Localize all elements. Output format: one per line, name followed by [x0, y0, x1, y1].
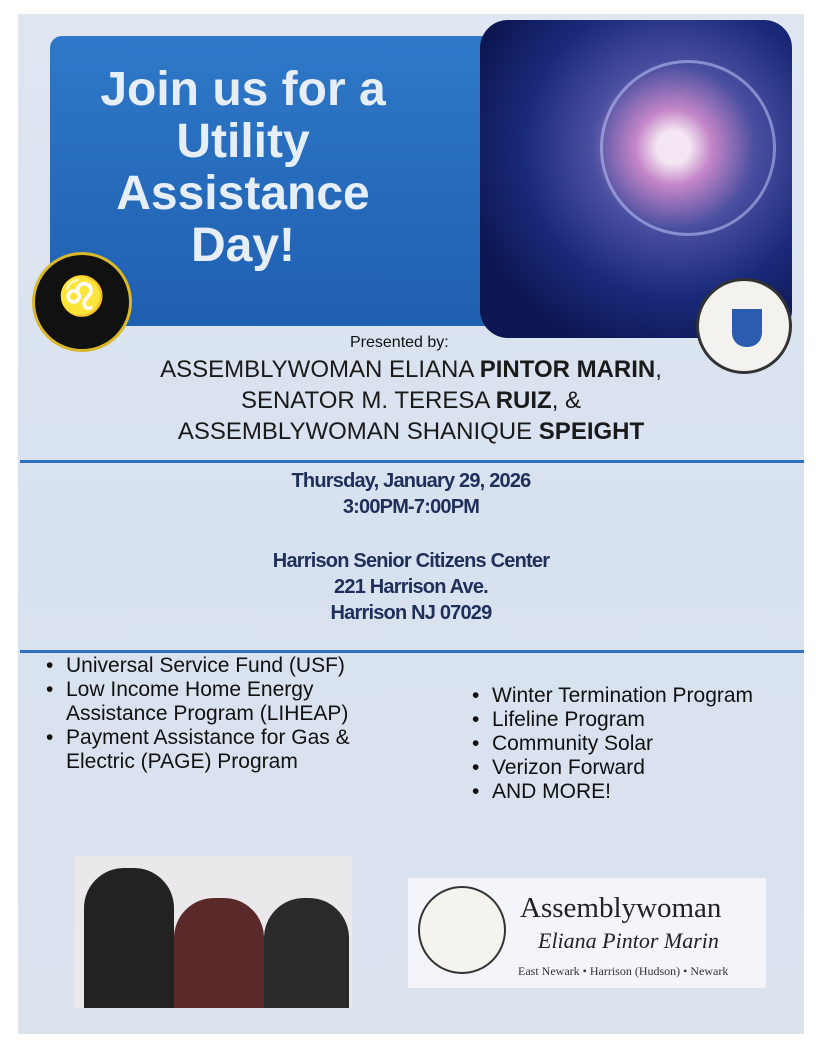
sponsor-line — [18, 385, 804, 416]
sponsor-suffix: , — [655, 356, 662, 383]
badge-name: Eliana Pintor Marin — [538, 928, 719, 953]
sponsor-line — [18, 354, 804, 385]
divider — [20, 460, 804, 463]
program-item: • Community Solar — [468, 732, 768, 756]
sponsor-surname: SPEIGHT — [538, 418, 645, 445]
programs-list-right — [468, 684, 768, 804]
hero-title: Join us for a Utility Assistance Day! — [100, 63, 386, 272]
event-time: 3:00PM-7:00PM — [342, 496, 480, 518]
assemblywoman-badge — [408, 878, 766, 988]
divider — [20, 650, 804, 653]
event-location — [18, 548, 804, 626]
programs-list-left — [42, 654, 372, 774]
essex-county-seal: ♌ — [32, 252, 132, 352]
program-item: • Universal Service Fund (USF) — [42, 654, 372, 678]
sponsor-line — [18, 416, 804, 447]
program-item: • Lifeline Program — [468, 708, 768, 732]
person-silhouette — [84, 868, 174, 1008]
program-item: • Winter Termination Program — [468, 684, 768, 708]
badge-districts: East Newark • Harrison (Hudson) • Newark — [518, 964, 729, 978]
sponsor-suffix: , & — [551, 387, 582, 414]
presented-by-label: Presented by: — [350, 334, 449, 351]
person-silhouette — [264, 898, 349, 1008]
program-item: • Verizon Forward — [468, 756, 768, 780]
sponsor-title: ASSEMBLYWOMAN SHANIQUE — [177, 418, 539, 445]
nj-state-seal — [418, 886, 506, 974]
event-datetime — [18, 468, 804, 520]
program-item: • Payment Assistance for Gas & Electric (PAGE) Program — [42, 726, 372, 774]
event-venue: Harrison Senior Citizens Center — [272, 550, 550, 572]
person-silhouette — [174, 898, 264, 1008]
sponsors — [18, 354, 804, 447]
sponsor-title: ASSEMBLYWOMAN ELIANA — [160, 356, 480, 383]
sponsor-surname: RUIZ — [495, 387, 552, 414]
legislators-photo — [74, 856, 352, 1008]
sponsor-title: SENATOR M. TERESA — [240, 387, 496, 414]
event-date: Thursday, January 29, 2026 — [291, 470, 531, 492]
flyer — [18, 14, 804, 1034]
program-item: • AND MORE! — [468, 780, 768, 804]
badge-title: Assemblywoman — [520, 892, 722, 924]
event-street: 221 Harrison Ave. — [334, 576, 488, 598]
program-item: • Low Income Home Energy Assistance Program (LIHEAP) — [42, 678, 372, 726]
sponsor-surname: PINTOR MARIN — [479, 356, 656, 383]
event-city: Harrison NJ 07029 — [330, 602, 492, 624]
